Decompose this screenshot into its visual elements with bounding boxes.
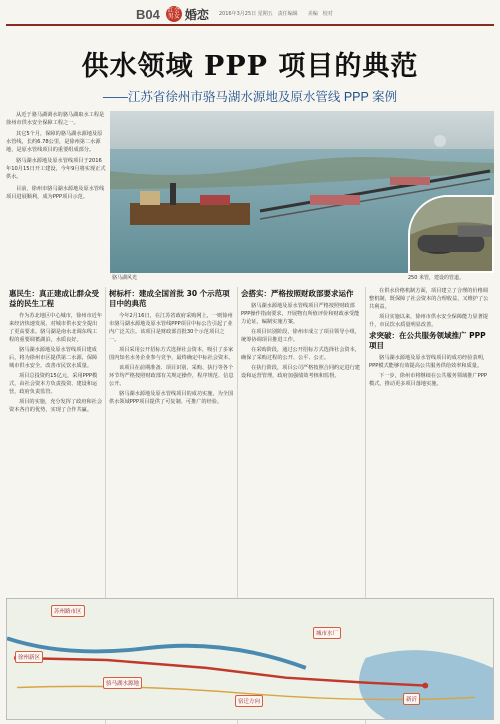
intro-paragraph: 从近于骆马湖调水的骆马湖取水工程是徐州市供水安全保障工程之一。 xyxy=(6,112,105,127)
paragraph: 在执行阶段，项目公司严格按照合同约定进行建设和运营管理，政府加强绩效考核和监督。 xyxy=(241,365,360,380)
intro-paragraph: 骆马湖水源地及原水管线项目于2016年10月15日开工建设，今年9月将实现正式供水。 xyxy=(6,158,106,181)
section-heading: 树标杆：建成全国首批 30 个示范项目中的典范 xyxy=(109,289,230,308)
inset-photo-caption: 250 米管，建设的管道。 xyxy=(407,275,464,281)
paragraph: 项目的实施，充分发挥了政府和社会资本各自的优势，实现了合作共赢。 xyxy=(9,399,103,414)
paragraph: 作为苏北地区中心城市，徐州市近年来经济快速发展，对城市供水安全提出了更高要求。骆马湖是南水北调东线工程的重要调蓄湖泊，水质良好。 xyxy=(9,312,103,343)
intro-text xyxy=(6,111,110,273)
intro-paragraph: 目前，徐州市骆马湖水源地及原水管线项目进展顺利，成为PPP项目示范。 xyxy=(6,185,105,200)
paragraph: 项目采用公开招标方式选择社会资本，吸引了多家国内知名水务企业参与竞争，最终确定中标社会资本。 xyxy=(109,346,234,361)
page-code: B04 xyxy=(136,6,160,22)
paragraph: 骆马湖水源地及原水管线项目的成功实施，为全国供水领域PPP项目提供了可复制、可推广的经验。 xyxy=(109,391,234,406)
map-label: 宿迁方向 xyxy=(235,695,263,707)
paragraph: 骆马湖水源地及原水管线项目的成功经验表明，PPP模式能够有效提高公共服务供给效率和质量。 xyxy=(369,354,488,369)
pipeline-inset-photo xyxy=(408,195,494,273)
section-title: 婚恋 xyxy=(184,7,209,22)
main-photo-caption: 骆马湖风光 xyxy=(112,275,138,281)
masthead-meta: 2016年3月25日 星期五 责任编辑 美编 校对 xyxy=(218,10,333,17)
paragraph: 项目实施以来，徐州市供水安全保障能力显著提升，市民饮水质量明显改善。 xyxy=(369,314,488,329)
paragraph: 该项目在前期准备、项目识别、采购、执行等各个环节均严格按照财政部有关规定操作，程序规范、信息公开。 xyxy=(109,364,234,387)
headline: 供水领域 PPP 项目的典范 xyxy=(81,51,419,82)
intro-row xyxy=(6,111,494,281)
route-map xyxy=(6,598,494,720)
paragraph: 项目总投资约15亿元，采用PPP模式，由社会资本方负责投资、建设和运营，政府负责监管。 xyxy=(9,372,98,396)
map-label: 城市水厂 xyxy=(313,627,341,639)
paragraph: 骆马湖水源地及原水管线项目严格按照财政部PPP操作指南要求，开展物有所值评价和财政承受能力论证，编制实施方案。 xyxy=(241,302,360,325)
section-badge: 红会男女 xyxy=(167,7,180,20)
section-heading: 会搭实：严格按照财政部要求运作 xyxy=(241,289,354,298)
map-label: 骆马湖水源地 xyxy=(103,677,142,689)
paragraph: 在供水价格机制方面，项目建立了合理的价格调整机制，既保障了社会资本的合理收益，又维护了公共利益。 xyxy=(369,288,489,311)
section-heading: 求突破：在公共服务领域推广 PPP 项目 xyxy=(369,331,486,351)
paragraph: 下一步，徐州市将继续在公共服务领域推广PPP模式，推动更多项目落地实施。 xyxy=(369,372,487,387)
map-label: 新沂 xyxy=(403,693,420,705)
subheadline: ——江苏省徐州市骆马湖水源地及原水管线 PPP 案例 xyxy=(102,90,398,104)
map-label: 苏州路市区 xyxy=(51,605,85,617)
map-label: 徐州新区 xyxy=(15,651,43,663)
intro-paragraph: 其它5个月，保障的骆马湖水源地及原水管线，长约6.78公里，是徐州第二水源地、是原水管线项目的重要组成部分。 xyxy=(6,131,103,154)
photo-area xyxy=(110,111,494,281)
paragraph: 在采购阶段，通过公开招标方式选择社会资本，确保了采购过程的公开、公平、公正。 xyxy=(241,347,360,362)
paragraph: 骆马湖水源地及原水管线项目建成后，将为徐州市区提供第二水源，保障城市供水安全，改善市民饮水质量。 xyxy=(9,346,98,369)
section-heading: 惠民生：真正建成让群众受益的民生工程 xyxy=(9,289,99,308)
masthead xyxy=(6,4,494,26)
paragraph: 今年2月16日，在江苏省政府采购网上，一则徐州市骆马湖水源地及原水管线PPP项目中标公告引起了业内广泛关注。该项目是财政部首批30个示范项目之一。 xyxy=(109,312,233,343)
paragraph: 在项目识别阶段，徐州市成立了项目领导小组，统筹协调项目推进工作。 xyxy=(241,328,360,343)
